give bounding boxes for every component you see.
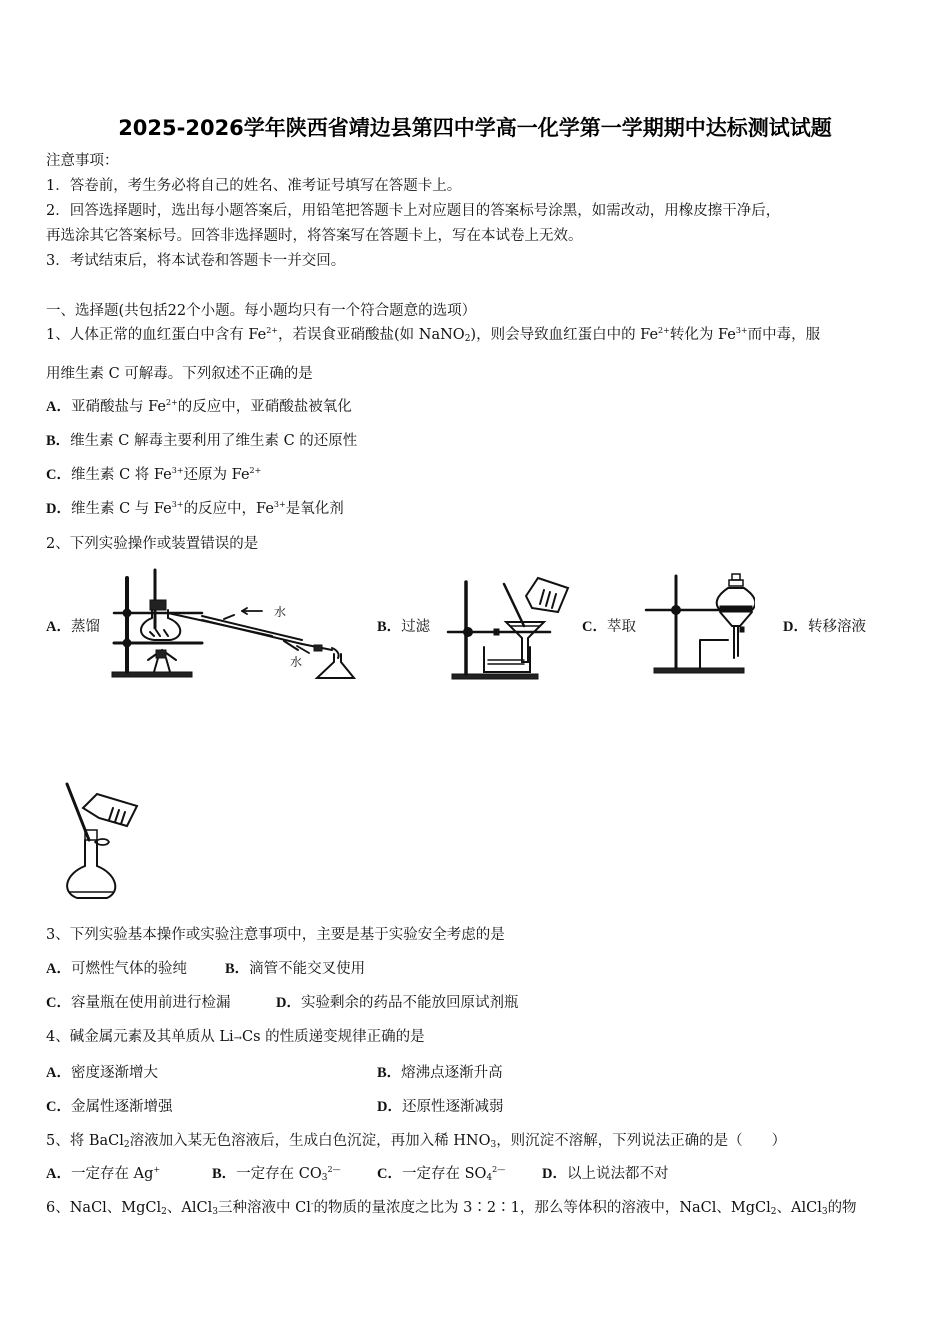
question-4-option-a: A．密度逐渐增大 (46, 1065, 158, 1081)
question-1-option-d: D．维生素 C 与 $Fe^{3+}$的反应中，$Fe^{3+}$是氧化剂 (46, 500, 344, 517)
question-5-option-c: C．一定存在 $SO_4^{2—}$ (377, 1165, 506, 1183)
filtration-apparatus-diagram (444, 572, 579, 684)
question-5-stem: 5、将 BaCl$_2$溶液加入某无色溶液后，生成白色沉淀，再加入稀 $HNO_3$，则沉淀不溶解，下列说法正确的是（ ） (46, 1133, 787, 1150)
question-4-option-d: D．还原性逐渐减弱 (377, 1099, 504, 1115)
question-3-stem: 3、下列实验基本操作或实验注意事项中，主要是基于实验安全考虑的是 (46, 927, 505, 943)
question-2-option-b-label: B．过滤 (377, 619, 431, 635)
distillation-apparatus-diagram (92, 568, 367, 683)
question-5-option-b: B．一定存在 $CO_3^{2—}$ (212, 1165, 341, 1183)
question-1-option-b: B．维生素 C 解毒主要利用了维生素 C 的还原性 (46, 433, 358, 449)
question-3-option-a: A．可燃性气体的验纯 (46, 961, 187, 977)
notice-item: 2．回答选择题时，选出每小题答案后，用铅笔把答题卡上对应题目的答案标号涂黑，如需改动，用橡皮擦干净后， (46, 203, 781, 219)
notice-item: 1．答卷前，考生务必将自己的姓名、准考证号填写在答题卡上。 (46, 178, 462, 194)
question-3-option-d: D．实验剩余的药品不能放回原试剂瓶 (276, 995, 519, 1011)
question-4-option-c: C．金属性逐渐增强 (46, 1099, 173, 1115)
question-2-stem: 2、下列实验操作或装置错误的是 (46, 536, 259, 552)
question-4-stem: 4、碱金属元素及其单质从 Li→Cs 的性质递变规律正确的是 (46, 1029, 425, 1045)
notice-heading: 注意事项： (46, 153, 119, 169)
question-3-option-c: C．容量瓶在使用前进行检漏 (46, 995, 231, 1011)
section-heading: 一、选择题(共包括22个小题。每小题均只有一个符合题意的选项） (46, 303, 477, 319)
water-in-label: 水 (274, 605, 287, 619)
question-3-option-b: B．滴管不能交叉使用 (225, 961, 366, 977)
question-6-stem: 6、NaCl、MgCl$_2$、AlCl$_3$三种溶液中 Cl-的物质的量浓度之比为 3∶2∶1，那么等体积的溶液中，NaCl、MgCl$_2$、AlCl$_3$的物 (46, 1199, 857, 1217)
extraction-apparatus-diagram (640, 568, 755, 678)
notice-item: 再选涂其它答案标号。回答非选择题时，将答案写在答题卡上，写在本试卷上无效。 (46, 228, 583, 244)
solution-transfer-apparatus-diagram (55, 780, 145, 905)
question-5-option-d: D．以上说法都不对 (542, 1166, 669, 1182)
question-2-option-d-label: D．转移溶液 (783, 619, 866, 635)
page-title: 2025-2026学年陕西省靖边县第四中学高一化学第一学期期中达标测试试题 (118, 116, 832, 140)
question-4-option-b: B．熔沸点逐渐升高 (377, 1065, 503, 1081)
question-number: 1、 (46, 327, 70, 343)
question-1-option-c: C．维生素 C 将 $Fe^{3+}$还原为 $Fe^{2+}$ (46, 466, 262, 483)
water-out-label: 水 (290, 655, 303, 669)
question-1-option-a: A．亚硝酸盐与 $Fe^{2+}$的反应中，亚硝酸盐被氧化 (46, 398, 352, 415)
question-2-option-a-label: A．蒸馏 (46, 619, 100, 635)
question-1-stem: 1、人体正常的血红蛋白中含有 $Fe^{2+}$，若误食亚硝酸盐(如 NaNO$_2$)，则会导致血红蛋白中的 $Fe^{2+}$转化为 $Fe^{3+}$而中毒，服 (46, 326, 821, 344)
question-5-option-a: A．一定存在 Ag+ (46, 1165, 161, 1182)
question-1-stem-line2: 用维生素 C 可解毒。下列叙述不正确的是 (46, 366, 313, 382)
notice-item: 3．考试结束后，将本试卷和答题卡一并交回。 (46, 253, 346, 269)
question-2-option-c-label: C．萃取 (582, 619, 636, 635)
